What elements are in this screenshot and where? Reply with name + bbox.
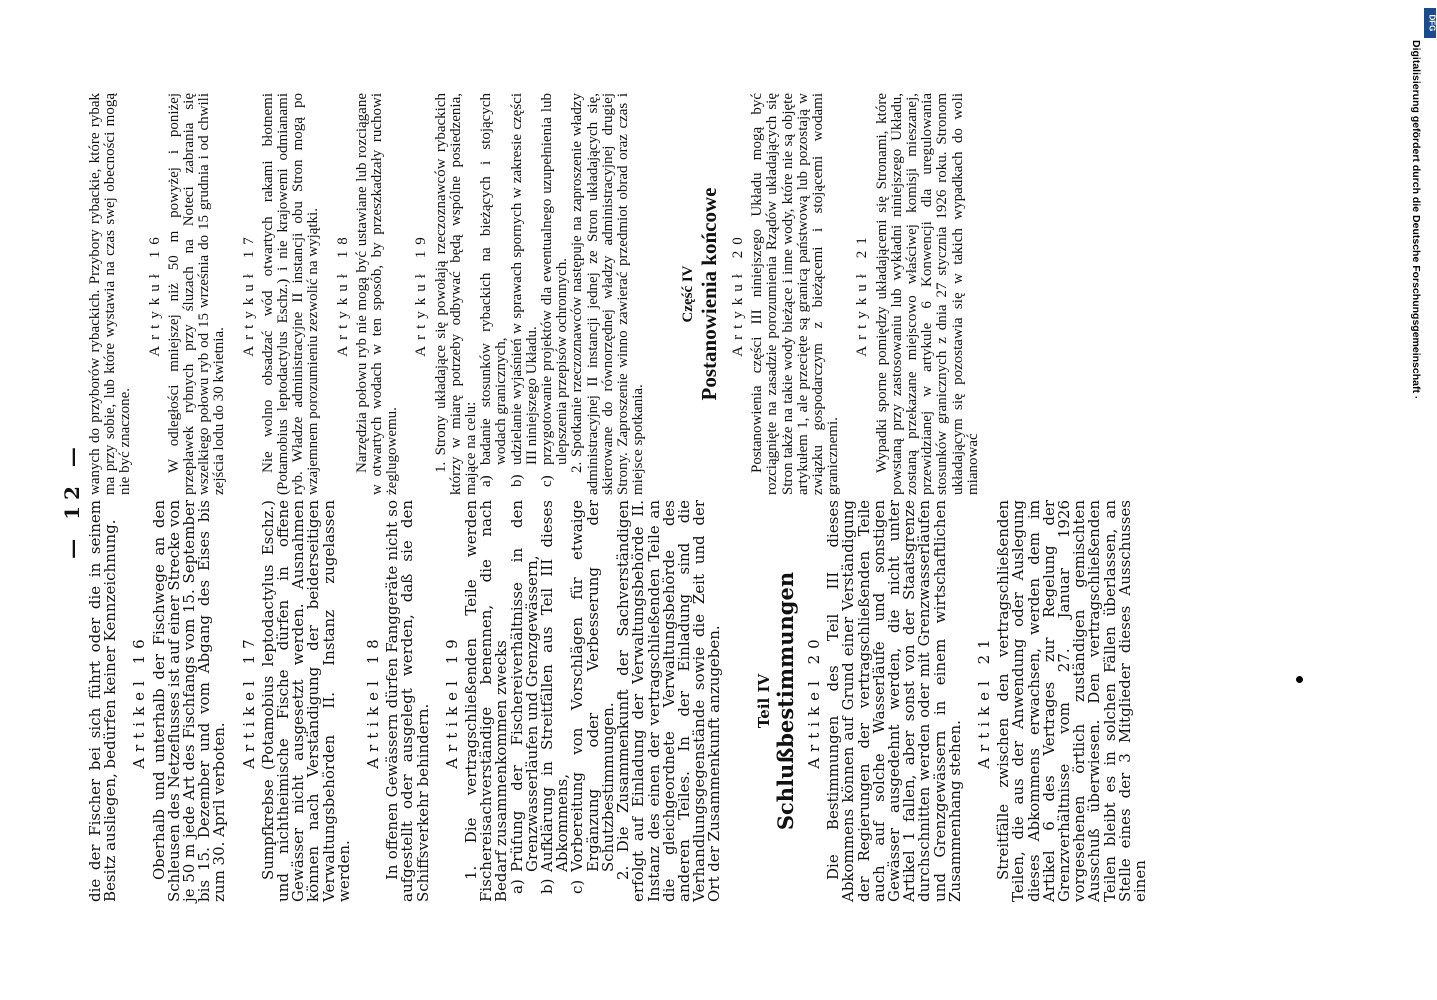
german-article-18-heading: Artikel 18 [364,633,383,769]
polish-article-21-heading: Artykuł 21 [854,231,871,357]
german-article-19-list [507,500,617,902]
german-article-19-para-2: 2. Die Zusammenkunft der Sachverständigen erfolgt auf Einladung der Verwaltungsbehörde II. Instanz des einen der vertragschließenden Teile an die gleichgeordnete Verwaltungsbehörde des anderen Teiles. In der Einladung sind die Verhandlungsgegenstände sowie die Zeit und der Ort der Zusammenkunft anzugeben. [614,500,724,902]
polish-article-16-heading: Artykuł 16 [146,231,163,357]
german-article-21-heading: Artikel 21 [974,633,993,769]
german-article-20-text: Die Bestimmungen des Teil III dieses Abkommens können auf Grund einer Verständigung der Regierungen der vertragschließenden Teile auch auf solche Wasserläufe und sonstigen Gewässer ausgedehnt werden, die nicht unter Artikel 1 fallen, aber sonst von der Staatsgrenze durchschnitten werden oder mit Grenzwasserläufen und Grenzgewässern in einem wirtschaftlichen Zusammenhang stehen. [824,500,964,902]
polish-article-19-list [479,93,570,495]
german-article-20-heading: Artikel 20 [804,633,823,769]
german-part-label: Teil IV [754,673,773,729]
german-article-16-heading: Artikel 16 [130,633,149,769]
digitization-credit [1410,0,1434,1000]
german-article-21-text: Streitfälle zwischen den vertragschließenden Teilen, die aus der Anwendung oder Auslegung dieses Abkommens erwachsen, werden dem im Artikel 6 des Vertrages zur Regelung der Grenzverhältnisse vom 27. Januar 1926 vorgesehenen örtlich zuständigen gemischten Ausschuß überwiesen. Den vertragschließenden Teilen bleibt es in solchen Fällen überlassen, an Stelle eines der 3 Mitglieder dieses Ausschusses einen [994,500,1149,902]
polish-article-17-heading: Artykuł 17 [240,231,257,357]
polish-part-label: Część IV [679,265,696,323]
german-article-17-text: Sumpfkrebse (Potamobius leptodactylus Eschz.) und nichtheimische Fische dürfen in offene Gewässer nicht ausgesetzt werden. Ausnahmen können nach Verständigung der beiderseitigen Verwaltungsbehörden II. Instanz zugelassen werden. [258,500,353,902]
german-article-18-text: In offenen Gewässern dürfen Fanggeräte nicht so aufgestellt oder ausgelegt werden, daß sie den Schiffsverkehr behindern. [383,500,432,902]
list-item: b) udzielanie wyjaśnień w sprawach spornych w zakresie części III niniejszego Układu. [508,93,540,487]
german-part-title: Schlußbestimmungen [772,571,798,831]
polish-article-17-text: Nie wolno obsadzać wód otwartych rakami błotnemi (Potamobius leptodactylus Eschz.) i nie krajowemi odmianami ryb. Władze administracyjne II instancji obu Stron mogą po wzajemnem porozumieniu zezwolić na wyjątki. [259,93,322,495]
polish-article-19-heading: Artykuł 19 [413,231,430,357]
polish-article-18-heading: Artykuł 18 [334,231,351,357]
polish-article-16-text: W odległości mniejszej niż 50 m powyżej i poniżej przepławek rybnych przy śluzach na Noteci zabrania się wszelkiego połowu ryb od 15 września do 15 grudnia i od chwili zejścia lodu do 30 kwietnia. [165,93,228,495]
polish-article-18-text: Narzędzia połowu ryb nie mogą być ustawiane lub rozciągane w otwartych wodach w ten sposób, by przeszkadzały ruchowi żeglugowemu. [353,93,401,495]
list-item: a) Prüfung der Fischereiverhältnisse in den Grenzwasserläufen und Grenzgewässern, [507,500,541,894]
dfg-logo: DFG [1424,8,1436,38]
polish-article-20-text: Postanowienia części III niniejszego Układu mogą być rozciągnięte na zasadzie porozumienia Rządów układających się Stron także na takie wody bieżące i inne wody, które nie są objęte artykułem 1, ale przecięte są granicą państwową lub pozostają w związku gospodarczym z bieżącemi i stojącemi wodami granicznemi. [749,93,842,495]
german-article-19-heading: Artikel 19 [442,633,461,769]
polish-column [88,93,981,495]
polish-article-20-heading: Artykuł 20 [729,231,746,357]
list-item: c) przygotowanie projektów dla ewentualnego uzupełnienia lub ulepszenia przepisów ochronnych. [539,93,571,487]
polish-article-21-text: Wypadki sporne pomiędzy układającemi się Stronami, które powstaną przy zastosowaniu lub wykładni niniejszego Układu, zostaną przekazane miejscowo właściwej komisji mieszanej, przewidzianej w artykule 6 Konwencji dla uregulowania stosunków granicznych z dnia 27 stycznia 1926 roku. Stronom układającym się pozostawia się w takich wypadkach do woli mianować [873,93,981,495]
page-number: — 12 — [60,441,84,559]
credit-text: Digitalisierung gefördert durch die Deutsche Forschungsgemeinschaft · [1410,40,1422,400]
list-item: c) Vorbereitung von Vorschlägen für etwaige Ergänzung oder Verbesserung der Schutzbestimmungen. [568,500,617,894]
german-intro: die der Fischer bei sich führt oder die in seinem Besitz ausliegen, bedürfen keiner Kennzeichnung. [86,500,120,902]
polish-intro: wanych do przyborów rybackich. Przybory rybackie, które rybak ma przy sobie, lub które wystawia na czas swej obecności mogą nie być znaczone. [87,93,134,495]
german-article-17-heading: Artikel 17 [239,633,258,769]
german-article-19-para-1: 1. Die vertragschließenden Teile werden Fischereisachverständige benennen, die nach Bedarf zusammenkommen zwecks [462,500,511,902]
german-column [88,500,1148,902]
list-item: a) badanie stosunków rybackich na bieżących i stojących wodach granicznych, [478,93,510,487]
list-item: b) Aufklärung in Streitfällen aus Teil III dieses Abkommens, [538,500,572,894]
polish-article-19-para-2: 2. Spotkanie rzeczoznawców następuje na zaproszenie władzy administracyjnej II instancji jednej ze Stron układających się, skierowane do równorzędnej władzy administracyjnej drugiej Strony. Zaproszenie winno zawierać przedmiot obrad oraz czas i miejsce spotkania. [569,93,647,495]
ink-dot [1296,676,1303,683]
polish-article-19-para-1: 1. Strony układające się powołają rzeczoznawców rybackich którzy w miarę potrzeby odbywać będą wspólne posiedzenia, mające na celu: [432,93,480,495]
polish-part-title: Postanowienia końcowe [696,187,721,401]
german-article-16-text: Oberhalb und unterhalb der Fischwege an den Schleusen des Netzeflusses ist auf einer Strecke von je 50 m jede Art des Fischfangs vom 15. September bis 15. Dezember und vom Abgang des Eises bis zum 30. April verboten. [149,500,229,902]
